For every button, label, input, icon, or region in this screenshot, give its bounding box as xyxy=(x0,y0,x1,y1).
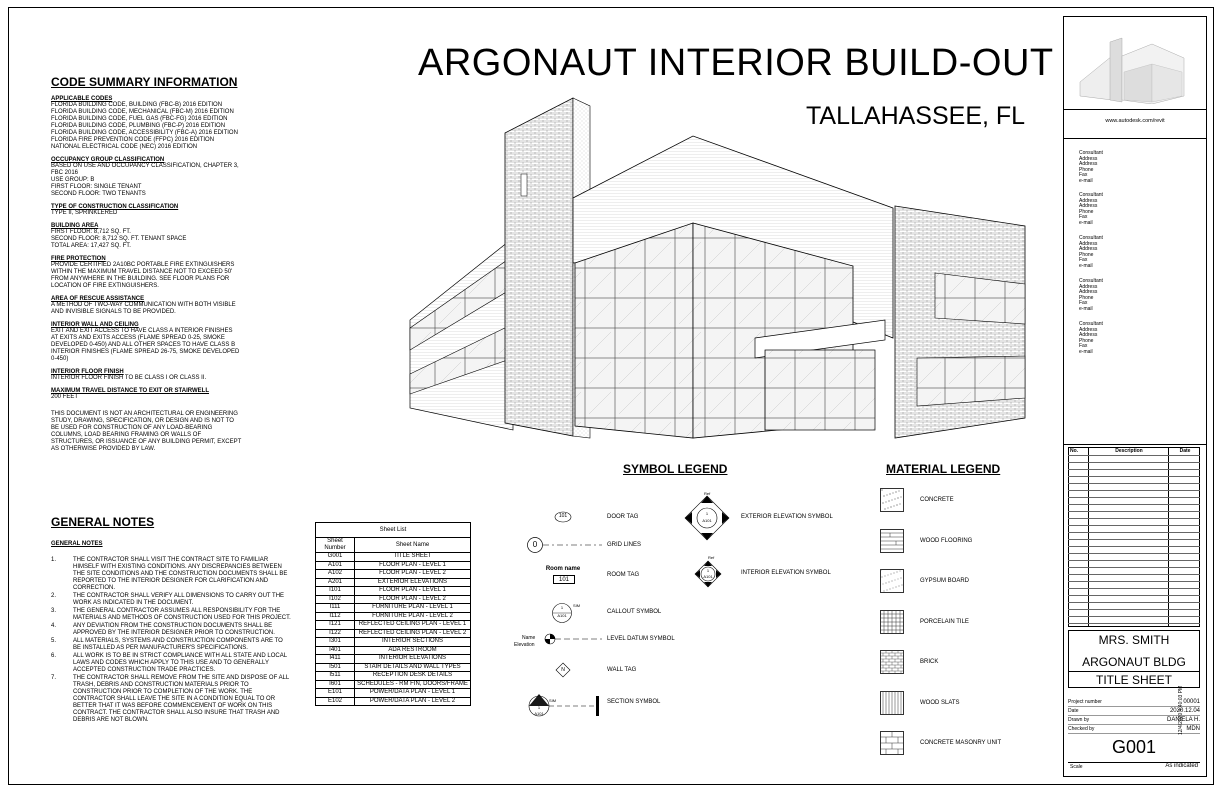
material-swatch-hlines xyxy=(880,529,904,553)
consultant-block-4: Consultant Address Address Phone Fax e-mail xyxy=(1079,278,1103,312)
material-label: GYPSUM BOARD xyxy=(920,578,970,584)
sheet-number-cell: I101 xyxy=(316,587,355,596)
general-note-item xyxy=(51,653,291,674)
project-title: ARGONAUT INTERIOR BUILD-OUT xyxy=(418,42,1054,84)
revision-row-line xyxy=(1068,574,1200,575)
print-timestamp: 12/4/2020 4:40:03 PM xyxy=(1178,685,1184,735)
sheet-name-cell: TITLE SHEET xyxy=(355,553,471,562)
wall-tag-label: WALL TAG xyxy=(607,667,637,673)
material-label: WOOD SLATS xyxy=(920,699,960,706)
scale-label: Scale xyxy=(1070,764,1083,770)
sheet-name-cell: FLOOR PLAN - LEVEL 1 xyxy=(355,561,471,570)
sheet-list-row xyxy=(316,689,471,698)
note-number: 6. xyxy=(51,653,57,659)
level-datum-label: LEVEL DATUM SYMBOL xyxy=(607,636,675,642)
sheet-number-cell: E102 xyxy=(316,697,355,706)
general-note-item xyxy=(51,608,291,622)
consultant-block-1: Consultant Address Address Phone Fax e-mail xyxy=(1079,150,1103,184)
code-section-body: FIRST FLOOR: 8,712 SQ. FT. SECOND FLOOR: 8,712 SQ. FT. TENANT SPACE TOTAL AREA: 17,427 SQ. FT. xyxy=(51,229,187,249)
field-label: Date xyxy=(1068,708,1079,714)
code-summary-sections xyxy=(51,96,291,401)
revision-row-line xyxy=(1068,490,1200,491)
note-text: ALL WORK IS TO BE IN STRICT COMPLIANCE WITH ALL STATE AND LOCAL LAWS AND CODES WHICH APPLY TO THIS USE AND TO GENERALLY ACCEPTED CONSTRUCTION TRADE PRACTICES. xyxy=(73,653,287,673)
revision-row-line xyxy=(1068,518,1200,519)
consultant-block-2: Consultant Address Address Phone Fax e-mail xyxy=(1079,192,1103,226)
sheet-list-rows xyxy=(316,553,471,706)
sheet-list-row xyxy=(316,638,471,647)
sheet-list-row xyxy=(316,680,471,689)
sheet-name-cell: INTERIOR SECTIONS xyxy=(355,638,471,647)
interior-elevation-ref: Ref xyxy=(708,555,715,560)
section-sim: SIM xyxy=(549,698,557,703)
sheet-name-cell: SCHEDULES - RM FIN, DOORS/FRAME xyxy=(355,680,471,689)
room-tag-number: 101 xyxy=(553,575,575,584)
sheet-list-row xyxy=(316,587,471,596)
level-datum-icon xyxy=(542,632,602,646)
note-text: ANY DEVIATION FROM THE CONSTRUCTION DOCUMENTS SHALL BE APPROVED BY THE INTERIOR DESIGNER PRIOR TO CONSTRUCTION. xyxy=(73,623,275,636)
consultant-block-5: Consultant Address Address Phone Fax e-mail xyxy=(1079,321,1103,355)
material-swatch-cmu xyxy=(880,731,904,755)
sheet-number-cell: I102 xyxy=(316,595,355,604)
field-value: DANIELA H. xyxy=(1166,717,1200,723)
sheet-number-cell: E101 xyxy=(316,689,355,698)
symbol-legend-heading: SYMBOL LEGEND xyxy=(623,462,728,476)
note-number: 2. xyxy=(51,593,57,599)
general-note-item xyxy=(51,638,291,652)
sheet-list-row xyxy=(316,595,471,604)
code-section-body: TYPE II, SPRINKLERED xyxy=(51,210,118,216)
building-thumbnail xyxy=(1072,22,1200,104)
revision-row-line xyxy=(1068,546,1200,547)
material-legend-heading: MATERIAL LEGEND xyxy=(886,462,1001,476)
material-label: CONCRETE MASONRY UNIT xyxy=(920,740,1002,746)
material-swatch-grid xyxy=(880,610,904,634)
sheet-list-row xyxy=(316,578,471,587)
material-swatch-vlines xyxy=(880,691,904,715)
material-label: CONCRETE xyxy=(920,497,954,503)
consultant-block-3: Consultant Address Address Phone Fax e-mail xyxy=(1079,235,1103,269)
field-label: Project number xyxy=(1068,699,1102,705)
code-section-body: BASED ON USE AND OCCUPANCY CLASSIFICATION, CHAPTER 3, FBC 2016 USE GROUP: B FIRST FLOOR: SINGLE TENANT SECOND FLOOR: TWO TENANTS xyxy=(51,163,239,197)
revision-row-line xyxy=(1068,560,1200,561)
sheet-name-cell: RECEPTION DESK DETAILS xyxy=(355,672,471,681)
note-text: ALL MATERIALS, SYSTEMS AND CONSTRUCTION COMPONENTS ARE TO BE INSTALLED AS PER MANUFACTURER'S SPECIFICATIONS. xyxy=(73,638,283,651)
sheet-list-row xyxy=(316,697,471,706)
room-tag-label: ROOM TAG xyxy=(607,572,640,578)
interior-elevation-num: 1 xyxy=(706,568,710,573)
revision-row-line xyxy=(1068,539,1200,540)
revision-row-line xyxy=(1068,455,1200,456)
sheet-list-row xyxy=(316,553,471,562)
material-swatch-dots xyxy=(880,488,904,512)
revision-row-line xyxy=(1068,616,1200,617)
sheet-number-cell: A201 xyxy=(316,578,355,587)
tb-divider-2 xyxy=(1064,138,1206,139)
code-section-title: INTERIOR WALL AND CEILING xyxy=(51,322,139,328)
revision-row-line xyxy=(1068,532,1200,533)
material-label: WOOD FLOORING xyxy=(920,537,973,544)
sheet-number-cell: I112 xyxy=(316,612,355,621)
revision-row-line xyxy=(1068,497,1200,498)
revision-row-line xyxy=(1068,553,1200,554)
exterior-elevation-num: 1 xyxy=(705,511,709,516)
note-number: 3. xyxy=(51,608,57,614)
note-text: THE CONTRACTOR SHALL REMOVE FROM THE SITE AND DISPOSE OF ALL TRASH, DEBRIS AND CONSTRUCTION MATERIALS PRIOR TO CONSTRUCTION PRIOR TO COMPLETION OF THE WORK. THE CONTRACTOR SHALL LEAVE THE SITE IN A CONDITION EQUAL TO OR BETTER THAT IT WAS BEFORE COMMENCEMENT OF WORK ON THIS CONTRACT. THE CONTRACTOR SHALL ALSO INSURE THAT TRASH AND DEBRIS ARE NOT BLOWN. xyxy=(73,675,290,723)
revision-col-header: Date xyxy=(1179,448,1191,454)
autodesk-url: www.autodesk.com/revit xyxy=(1105,118,1165,124)
field-label: Checked by xyxy=(1068,726,1095,732)
grid-line-value: 0 xyxy=(532,540,538,549)
sheet-list-row xyxy=(316,561,471,570)
sheet-list-row xyxy=(316,646,471,655)
code-summary-heading: CODE SUMMARY INFORMATION xyxy=(51,75,238,89)
sheet-name-cell: FURNITURE PLAN - LEVEL 1 xyxy=(355,604,471,613)
revision-row-line xyxy=(1068,595,1200,596)
sheet-name-cell: REFLECTED CEILING PLAN - LEVEL 1 xyxy=(355,621,471,630)
callout-sheet: A101 xyxy=(557,613,567,618)
revision-row-line xyxy=(1068,462,1200,463)
sheet-list-row xyxy=(316,655,471,664)
sheet-number-cell: A102 xyxy=(316,570,355,579)
sheet-number-cell: I511 xyxy=(316,672,355,681)
revision-table xyxy=(1068,447,1200,627)
material-label: BRICK xyxy=(920,659,939,665)
section-sheet: A101 xyxy=(534,711,544,716)
sheet-name-cell: FLOOR PLAN - LEVEL 2 xyxy=(355,595,471,604)
tb-divider-1 xyxy=(1064,109,1206,110)
sheet-number-cell: A101 xyxy=(316,561,355,570)
callout-label: CALLOUT SYMBOL xyxy=(607,609,662,615)
sheet-name-cell: FLOOR PLAN - LEVEL 1 xyxy=(355,587,471,596)
sheet-title: TITLE SHEET xyxy=(1095,673,1172,687)
sheet-list-col-name: Sheet Name xyxy=(355,538,471,553)
revision-col-header: No. xyxy=(1070,448,1079,454)
door-tag-value: 101 xyxy=(558,513,568,519)
exterior-elevation-sheet: A101 xyxy=(702,518,712,523)
code-section-body: PROVIDE CERTIFIED 2A10BC PORTABLE FIRE EXTINGUISHERS WITHIN THE MAXIMUM TRAVEL DISTANCE NOT TO EXCEED 50' FROM ANYWHERE IN THE BUILDING. SEE FLOOR PLANS FOR LOCATION OF FIRE EXTINGUISHERS. xyxy=(51,262,235,289)
code-section-title: OCCUPANCY GROUP CLASSIFICATION xyxy=(51,157,165,163)
sheet-number-cell: I601 xyxy=(316,680,355,689)
code-section-body: FLORIDA BUILDING CODE, BUILDING (FBC-B) 2016 EDITION FLORIDA BUILDING CODE, MECHANICAL (FBC-M) 2016 EDITION FLORIDA BUILDING CODE, FUEL GAS (FBC-FG) 2016 EDITION FLORIDA BUILDING CODE, PLUMBING (FBC-P) 2016 EDITION FLORIDA BUILDING CODE, ACCESSIBILITY (FBC-A) 2016 EDITION FLORIDA FIRE PREVENTION CODE (FFPC) 2016 EDITION NATIONAL ELECTRICAL CODE (NEC) 2016 EDITION xyxy=(51,102,238,150)
tb-divider-4 xyxy=(1068,671,1200,672)
sheet-number-cell: G001 xyxy=(316,553,355,562)
sheet-name-cell: POWER/DATA PLAN - LEVEL 2 xyxy=(355,697,471,706)
wall-tag-value: N xyxy=(561,667,565,673)
sheet-list-row xyxy=(316,612,471,621)
revision-col-divider xyxy=(1168,447,1169,627)
sheet-number-cell: I301 xyxy=(316,638,355,647)
code-summary xyxy=(51,75,291,453)
room-tag-name: Room name xyxy=(545,566,581,572)
code-section-title: BUILDING AREA xyxy=(51,223,99,229)
sheet-list-row xyxy=(316,621,471,630)
code-section-title: MAXIMUM TRAVEL DISTANCE TO EXIT OR STAIRWELL xyxy=(51,388,210,394)
field-value: 00001 xyxy=(1183,699,1200,705)
section-num: 1 xyxy=(537,705,541,710)
general-notes-list xyxy=(51,557,291,724)
revision-row-line xyxy=(1068,504,1200,505)
sheet-number-cell: I501 xyxy=(316,663,355,672)
building-perspective-drawing xyxy=(405,88,1030,448)
material-swatch-speckle xyxy=(880,569,904,593)
callout-num: 1 xyxy=(560,605,564,610)
revision-row-line xyxy=(1068,469,1200,470)
sheet-list-col-number: Sheet Number xyxy=(316,538,355,553)
sheet-name-cell: REFLECTED CEILING PLAN - LEVEL 2 xyxy=(355,629,471,638)
general-notes-heading: GENERAL NOTES xyxy=(51,515,155,529)
code-section-title: AREA OF RESCUE ASSISTANCE xyxy=(51,296,145,302)
tb-divider-3 xyxy=(1064,444,1206,445)
note-text: THE GENERAL CONTRACTOR ASSUMES ALL RESPONSIBILITY FOR THE MATERIALS AND METHODS OF CONSTRUCTION USED FOR THIS PROJECT. xyxy=(73,608,291,621)
section-symbol-label: SECTION SYMBOL xyxy=(607,699,661,705)
field-value: MDN xyxy=(1186,726,1200,732)
revision-row-line xyxy=(1068,483,1200,484)
sheet-name-cell: FLOOR PLAN - LEVEL 2 xyxy=(355,570,471,579)
sheet-number-cell: I122 xyxy=(316,629,355,638)
revision-row-line xyxy=(1068,609,1200,610)
field-label: Drawn by xyxy=(1068,717,1090,723)
sheet-name-cell: INTERIOR ELEVATIONS xyxy=(355,655,471,664)
general-note-item xyxy=(51,557,291,592)
sheet-name-cell: POWER/DATA PLAN - LEVEL 1 xyxy=(355,689,471,698)
code-section-title: TYPE OF CONSTRUCTION CLASSIFICATION xyxy=(51,204,179,210)
code-section-title: FIRE PROTECTION xyxy=(51,256,106,262)
revision-row-line xyxy=(1068,588,1200,589)
door-tag-label: DOOR TAG xyxy=(607,514,639,520)
material-swatch-brick xyxy=(880,650,904,674)
revision-row-line xyxy=(1068,602,1200,603)
level-datum-name: Name xyxy=(522,635,536,641)
revision-col-header: Description xyxy=(1115,448,1143,454)
exterior-elevation-ref: Ref xyxy=(704,491,711,496)
note-number: 5. xyxy=(51,638,57,644)
code-section-body: INTERIOR FLOOR FINISH TO BE CLASS I OR CLASS II. xyxy=(51,375,207,381)
note-number: 7. xyxy=(51,675,57,681)
general-note-item xyxy=(51,623,291,637)
revision-row-line xyxy=(1068,476,1200,477)
code-section-title: INTERIOR FLOOR FINISH xyxy=(51,369,124,375)
code-section-title: APPLICABLE CODES xyxy=(51,96,113,102)
sheet-number-cell: I411 xyxy=(316,655,355,664)
code-section-body: A METHOD OF TWO-WAY COMMUNICATION WITH BOTH VISIBLE AND INVISIBLE SIGNALS TO BE PROVIDED. xyxy=(51,302,236,315)
revision-col-divider xyxy=(1088,447,1089,627)
client-name: MRS. SMITH xyxy=(1098,633,1170,647)
interior-elevation-sheet: A101 xyxy=(703,574,713,579)
disclaimer: THIS DOCUMENT IS NOT AN ARCHITECTURAL OR ENGINEERING STUDY, DRAWING, SPECIFICATION, OR DESIGN AND IS NOT TO BE USED FOR CONSTRUCTION OF ANY LOAD-BEARING COLUMNS, LOAD BEARING FRAMING OR WALLS OF STRUCTURES, OR ISSUANCE OF ANY BUILDING PERMIT, EXCEPT AS OTHERWISE PROVIDED BY LAW. xyxy=(51,411,242,452)
revision-row-line xyxy=(1068,581,1200,582)
sheet-number-cell: I111 xyxy=(316,604,355,613)
general-note-item xyxy=(51,593,291,607)
field-value: 2020.12.04 xyxy=(1169,708,1200,714)
sheet-name-cell: FURNITURE PLAN - LEVEL 2 xyxy=(355,612,471,621)
note-number: 4. xyxy=(51,623,57,629)
interior-elevation-label: INTERIOR ELEVATION SYMBOL xyxy=(741,570,831,576)
sheet-list-row xyxy=(316,570,471,579)
sheet-number-cell: I121 xyxy=(316,621,355,630)
sheet-list-row xyxy=(316,604,471,613)
note-text: THE CONTRACTOR SHALL VERIFY ALL DIMENSIONS TO CARRY OUT THE WORK AS INDICATED IN THE DOCUMENT. xyxy=(73,593,285,606)
revision-row-line xyxy=(1068,511,1200,512)
sheet-list-table xyxy=(315,522,471,706)
grid-lines-label: GRID LINES xyxy=(607,542,642,548)
sheet-list-row xyxy=(316,663,471,672)
project-location: TALLAHASSEE, FL xyxy=(806,102,1026,130)
project-name: ARGONAUT BLDG xyxy=(1082,655,1186,669)
sheet-number-cell: I401 xyxy=(316,646,355,655)
note-number: 1. xyxy=(51,557,57,563)
scale-value: As indicated xyxy=(1165,763,1198,769)
sheet-name-cell: STAIR DETAILS AND WALL TYPES xyxy=(355,663,471,672)
sheet-number: G001 xyxy=(1111,737,1157,757)
note-text: THE CONTRACTOR SHALL VISIT THE CONTRACT SITE TO FAMILIAR HIMSELF WITH EXISTING CONDITIONS. ANY DISCREPANCIES BETWEEN THE SITE CONDITIONS AND THE CONSTRUCTION DOCUMENTS SHALL BE REPORTED TO THE INTERIOR DESIGNER FOR CLARIFICATION AND CORRECTION. xyxy=(73,557,288,591)
code-section-body: EXIT AND EXIT ACCESS TO HAVE CLASS A INTERIOR FINISHES AT EXITS AND EXITS ACCESS (FLAME SPREAD 0-25, SMOKE DEVELOPED 0-450) AND ALL OTHER SPACES TO HAVE CLASS B INTERIOR FINISHES (FLAME SPREAD 26-75, SMOKE DEVELOPED 0-450) xyxy=(51,328,240,362)
code-section-body: 200 FEET xyxy=(51,394,79,400)
revision-row-line xyxy=(1068,623,1200,624)
level-datum-elevation: Elevation xyxy=(514,642,535,648)
general-notes xyxy=(51,515,291,725)
sheet-list-title: Sheet List xyxy=(316,523,471,538)
sheet-name-cell: ADA RESTROOM xyxy=(355,646,471,655)
revision-row-line xyxy=(1068,567,1200,568)
exterior-elevation-label: EXTERIOR ELEVATION SYMBOL xyxy=(741,514,833,520)
callout-sim: SIM xyxy=(573,603,581,608)
sheet-list-row xyxy=(316,672,471,681)
general-notes-subheading: GENERAL NOTES xyxy=(51,541,103,547)
general-note-item xyxy=(51,675,291,724)
sheet-list-row xyxy=(316,629,471,638)
revision-row-line xyxy=(1068,525,1200,526)
sheet-name-cell: EXTERIOR ELEVATIONS xyxy=(355,578,471,587)
material-label: PORCELAIN TILE xyxy=(920,618,969,625)
